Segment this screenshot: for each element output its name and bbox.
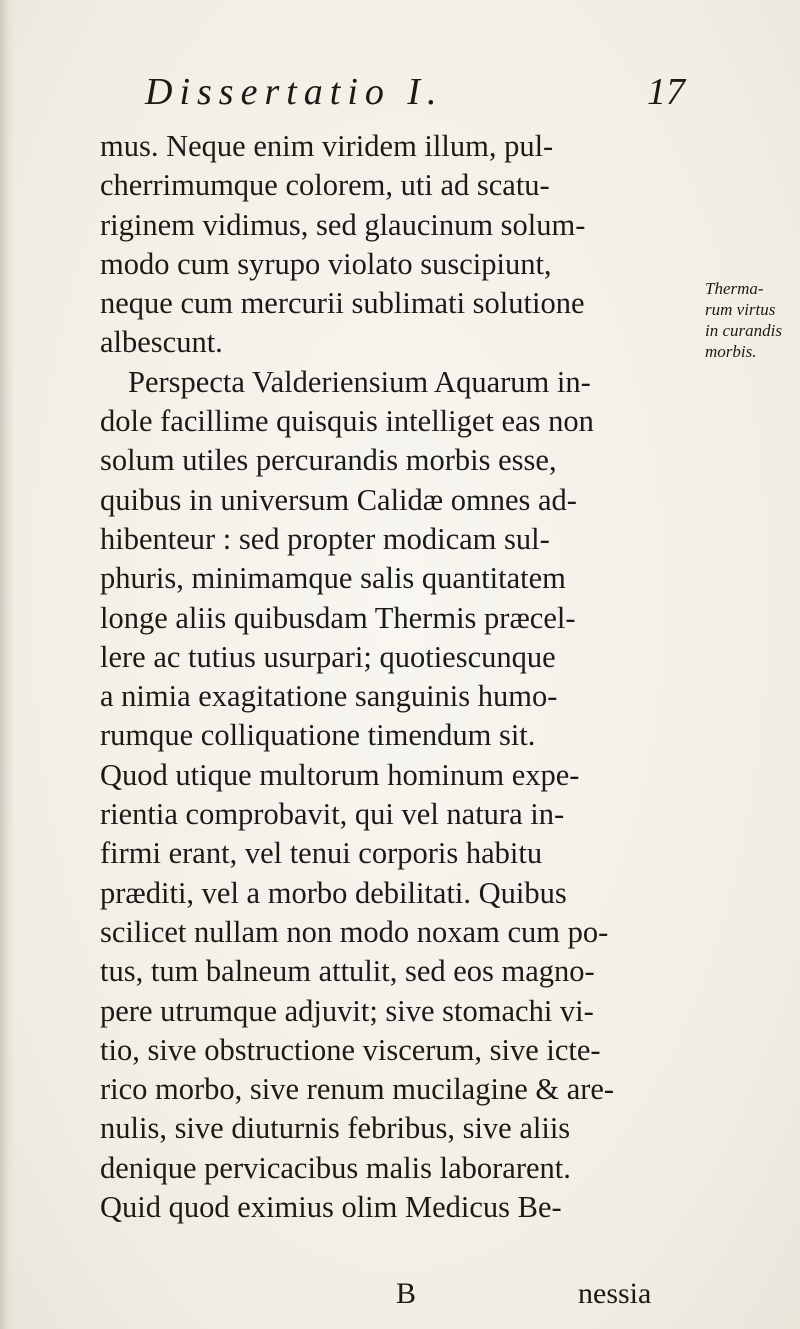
text-line: rico morbo, sive renum mucilagine & are- xyxy=(100,1072,615,1107)
signature-mark: B xyxy=(396,1277,417,1310)
marginal-note-line: rum virtus xyxy=(705,300,776,319)
text-line: lere ac tutius usurpari; quotiescunque xyxy=(100,639,556,674)
page-number: 17 xyxy=(647,71,685,113)
text-line: hibenteur : sed propter modicam sul- xyxy=(100,521,550,556)
text-line: modo cum syrupo violato suscipiunt, xyxy=(100,246,552,281)
text-line: pere utrumque adjuvit; sive stomachi vi- xyxy=(100,993,594,1028)
paragraph-start-line: Perspecta Valderiensium Aquarum in- xyxy=(128,364,591,399)
marginal-note-line: Therma- xyxy=(705,279,764,298)
text-line: tio, sive obstructione viscerum, sive icte- xyxy=(100,1032,601,1067)
text-line: longe aliis quibusdam Thermis præcel- xyxy=(100,600,576,635)
text-line: phuris, minimamque salis quantitatem xyxy=(100,561,566,596)
text-line: quibus in universum Calidæ omnes ad- xyxy=(100,482,577,517)
text-line: denique pervicacibus malis laborarent. xyxy=(100,1150,571,1185)
text-line: albescunt. xyxy=(100,325,223,360)
text-line: riginem vidimus, sed glaucinum solum- xyxy=(100,207,586,242)
text-line: tus, tum balneum attulit, sed eos magno- xyxy=(100,954,595,989)
marginal-note xyxy=(705,278,797,362)
body-text xyxy=(100,127,680,1227)
text-line: scilicet nullam non modo noxam cum po- xyxy=(100,914,609,949)
text-line: rumque colliquatione timendum sit. xyxy=(100,718,536,753)
text-line: cherrimumque colorem, uti ad scatu- xyxy=(100,168,550,203)
text-line: præditi, vel a morbo debilitati. Quibus xyxy=(100,875,567,910)
running-head xyxy=(145,70,685,120)
marginal-note-line: morbis. xyxy=(705,342,757,361)
text-line: Quid quod eximius olim Medicus Be- xyxy=(100,1190,562,1225)
text-line: dole facillime quisquis intelliget eas non xyxy=(100,404,594,439)
text-line: mus. Neque enim viridem illum, pul- xyxy=(100,129,554,163)
text-line: neque cum mercurii sublimati solutione xyxy=(100,286,585,321)
text-line: a nimia exagitatione sanguinis humo- xyxy=(100,679,558,714)
running-head-title: Dissertatio I. xyxy=(145,71,444,113)
text-line: Quod utique multorum hominum expe- xyxy=(100,757,580,792)
marginal-note-line: in curandis xyxy=(705,321,782,340)
catchword: nessia xyxy=(578,1277,652,1310)
binding-gutter xyxy=(0,0,14,1329)
text-line: nulis, sive diuturnis febribus, sive aliis xyxy=(100,1111,571,1146)
text-line: firmi erant, vel tenui corporis habitu xyxy=(100,836,543,871)
text-line: rientia comprobavit, qui vel natura in- xyxy=(100,797,565,832)
text-line: solum utiles percurandis morbis esse, xyxy=(100,443,557,478)
